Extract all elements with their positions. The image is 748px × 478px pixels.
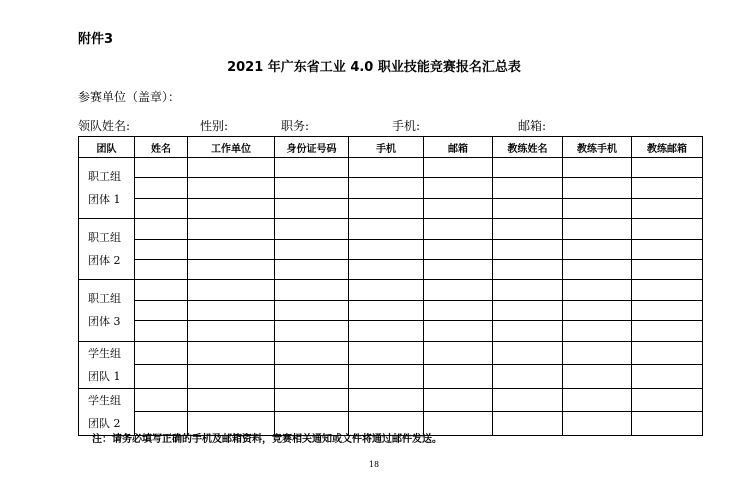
- blank-entry-cell[interactable]: [493, 219, 563, 239]
- blank-entry-cell[interactable]: [275, 341, 349, 365]
- blank-entry-cell[interactable]: [493, 412, 563, 436]
- blank-entry-cell[interactable]: [275, 365, 349, 389]
- table-row: [79, 158, 703, 178]
- form-title: 2021 年广东省工业 4.0 职业技能竞赛报名汇总表: [227, 60, 521, 75]
- blank-entry-cell[interactable]: [188, 219, 275, 239]
- blank-entry-cell[interactable]: [349, 178, 424, 198]
- blank-entry-cell[interactable]: [424, 259, 493, 279]
- blank-entry-cell[interactable]: [135, 158, 188, 178]
- header-name: 姓名: [135, 137, 188, 158]
- team-category: 职工组: [88, 231, 121, 245]
- blank-entry-cell[interactable]: [424, 219, 493, 239]
- header-coach-email: 教练邮箱: [632, 137, 703, 158]
- blank-entry-cell[interactable]: [632, 178, 703, 198]
- blank-entry-cell[interactable]: [188, 178, 275, 198]
- blank-entry-cell[interactable]: [135, 365, 188, 389]
- table-row: [79, 321, 703, 341]
- table-row: [79, 219, 703, 239]
- blank-entry-cell[interactable]: [135, 388, 188, 412]
- table-row: [79, 178, 703, 198]
- blank-entry-cell[interactable]: [563, 300, 632, 320]
- blank-entry-cell[interactable]: [632, 280, 703, 300]
- team-number: 团队 1: [88, 369, 121, 383]
- blank-entry-cell[interactable]: [424, 198, 493, 218]
- header-id-number: 身份证号码: [275, 137, 349, 158]
- blank-entry-cell[interactable]: [349, 280, 424, 300]
- blank-entry-cell[interactable]: [493, 178, 563, 198]
- team-category: 学生组: [88, 346, 121, 360]
- blank-entry-cell[interactable]: [563, 388, 632, 412]
- blank-entry-cell[interactable]: [349, 158, 424, 178]
- blank-entry-cell[interactable]: [349, 239, 424, 259]
- blank-entry-cell[interactable]: [275, 239, 349, 259]
- table-row: [79, 280, 703, 300]
- blank-entry-cell[interactable]: [563, 239, 632, 259]
- blank-entry-cell[interactable]: [349, 388, 424, 412]
- blank-entry-cell[interactable]: [275, 280, 349, 300]
- blank-entry-cell[interactable]: [275, 178, 349, 198]
- blank-entry-cell[interactable]: [563, 365, 632, 389]
- team-category: 职工组: [88, 292, 121, 306]
- blank-entry-cell[interactable]: [349, 341, 424, 365]
- blank-entry-cell[interactable]: [563, 259, 632, 279]
- blank-entry-cell[interactable]: [424, 280, 493, 300]
- blank-entry-cell[interactable]: [188, 300, 275, 320]
- blank-entry-cell[interactable]: [275, 158, 349, 178]
- header-phone: 手机: [349, 137, 424, 158]
- blank-entry-cell[interactable]: [188, 280, 275, 300]
- blank-entry-cell[interactable]: [188, 198, 275, 218]
- table-row: [79, 198, 703, 218]
- blank-entry-cell[interactable]: [424, 239, 493, 259]
- blank-entry-cell[interactable]: [349, 219, 424, 239]
- header-coach-phone: 教练手机: [563, 137, 632, 158]
- blank-entry-cell[interactable]: [275, 198, 349, 218]
- blank-entry-cell[interactable]: [563, 178, 632, 198]
- blank-entry-cell[interactable]: [275, 219, 349, 239]
- blank-entry-cell[interactable]: [349, 300, 424, 320]
- blank-entry-cell[interactable]: [275, 321, 349, 341]
- team-number: 团体 3: [88, 315, 121, 329]
- table-header-row: [79, 137, 703, 158]
- blank-entry-cell[interactable]: [188, 158, 275, 178]
- table-row: [79, 259, 703, 279]
- blank-entry-cell[interactable]: [424, 388, 493, 412]
- blank-entry-cell[interactable]: [493, 321, 563, 341]
- blank-entry-cell[interactable]: [632, 219, 703, 239]
- footnote: 注：请务必填写正确的手机及邮箱资料，竞赛相关通知或文件将通过邮件发送。: [92, 434, 442, 445]
- blank-entry-cell[interactable]: [424, 321, 493, 341]
- team-number: 团体 1: [88, 193, 121, 207]
- team-number: 团队 2: [88, 416, 121, 430]
- blank-entry-cell[interactable]: [493, 259, 563, 279]
- blank-entry-cell[interactable]: [188, 239, 275, 259]
- blank-entry-cell[interactable]: [424, 341, 493, 365]
- blank-entry-cell[interactable]: [493, 300, 563, 320]
- leader-name-label: 领队姓名:: [78, 119, 131, 133]
- blank-entry-cell[interactable]: [493, 239, 563, 259]
- blank-entry-cell[interactable]: [135, 280, 188, 300]
- blank-entry-cell[interactable]: [188, 388, 275, 412]
- blank-entry-cell[interactable]: [563, 412, 632, 436]
- blank-entry-cell[interactable]: [135, 239, 188, 259]
- team-group-cell: [79, 341, 135, 388]
- blank-entry-cell[interactable]: [349, 259, 424, 279]
- attachment-label: 附件3: [78, 32, 114, 47]
- blank-entry-cell[interactable]: [632, 388, 703, 412]
- blank-entry-cell[interactable]: [632, 198, 703, 218]
- leader-gender-label: 性别:: [200, 119, 229, 133]
- table-row: [79, 239, 703, 259]
- page-number: 18: [368, 460, 380, 469]
- blank-entry-cell[interactable]: [135, 178, 188, 198]
- table-row: [79, 388, 703, 412]
- team-category: 职工组: [88, 170, 121, 184]
- table-row: [79, 341, 703, 365]
- blank-entry-cell[interactable]: [493, 158, 563, 178]
- participating-unit-label: 参赛单位（盖章）：: [78, 90, 181, 104]
- blank-entry-cell[interactable]: [135, 321, 188, 341]
- blank-entry-cell[interactable]: [188, 365, 275, 389]
- blank-entry-cell[interactable]: [275, 388, 349, 412]
- blank-entry-cell[interactable]: [135, 198, 188, 218]
- blank-entry-cell[interactable]: [188, 341, 275, 365]
- header-coach-name: 教练姓名: [493, 137, 563, 158]
- blank-entry-cell[interactable]: [563, 341, 632, 365]
- blank-entry-cell[interactable]: [493, 341, 563, 365]
- leader-position-label: 职务:: [281, 119, 310, 133]
- blank-entry-cell[interactable]: [424, 300, 493, 320]
- blank-entry-cell[interactable]: [275, 259, 349, 279]
- blank-entry-cell[interactable]: [632, 341, 703, 365]
- blank-entry-cell[interactable]: [135, 341, 188, 365]
- team-group-cell: [79, 388, 135, 435]
- blank-entry-cell[interactable]: [188, 321, 275, 341]
- blank-entry-cell[interactable]: [632, 412, 703, 436]
- team-number: 团体 2: [88, 254, 121, 268]
- leader-phone-label: 手机:: [392, 119, 421, 133]
- blank-entry-cell[interactable]: [349, 198, 424, 218]
- blank-entry-cell[interactable]: [135, 219, 188, 239]
- blank-entry-cell[interactable]: [424, 158, 493, 178]
- blank-entry-cell[interactable]: [493, 198, 563, 218]
- table-body: [79, 158, 703, 436]
- table-row: [79, 365, 703, 389]
- header-team: 团队: [79, 137, 135, 158]
- blank-entry-cell[interactable]: [135, 300, 188, 320]
- blank-entry-cell[interactable]: [275, 300, 349, 320]
- blank-entry-cell[interactable]: [188, 259, 275, 279]
- table-row: [79, 300, 703, 320]
- blank-entry-cell[interactable]: [632, 239, 703, 259]
- blank-entry-cell[interactable]: [424, 365, 493, 389]
- blank-entry-cell[interactable]: [493, 280, 563, 300]
- blank-entry-cell[interactable]: [135, 259, 188, 279]
- blank-entry-cell[interactable]: [563, 198, 632, 218]
- blank-entry-cell[interactable]: [632, 158, 703, 178]
- header-workplace: 工作单位: [188, 137, 275, 158]
- blank-entry-cell[interactable]: [493, 388, 563, 412]
- team-group-cell: [79, 219, 135, 280]
- blank-entry-cell[interactable]: [424, 178, 493, 198]
- blank-entry-cell[interactable]: [632, 300, 703, 320]
- registration-table: [78, 136, 703, 436]
- leader-email-label: 邮箱:: [518, 119, 547, 133]
- header-email: 邮箱: [424, 137, 493, 158]
- team-category: 学生组: [88, 393, 121, 407]
- blank-entry-cell[interactable]: [493, 365, 563, 389]
- blank-entry-cell[interactable]: [349, 365, 424, 389]
- blank-entry-cell[interactable]: [632, 259, 703, 279]
- blank-entry-cell[interactable]: [349, 321, 424, 341]
- blank-entry-cell[interactable]: [563, 219, 632, 239]
- blank-entry-cell[interactable]: [563, 280, 632, 300]
- team-group-cell: [79, 158, 135, 219]
- blank-entry-cell[interactable]: [632, 365, 703, 389]
- blank-entry-cell[interactable]: [563, 321, 632, 341]
- blank-entry-cell[interactable]: [563, 158, 632, 178]
- team-group-cell: [79, 280, 135, 341]
- blank-entry-cell[interactable]: [632, 321, 703, 341]
